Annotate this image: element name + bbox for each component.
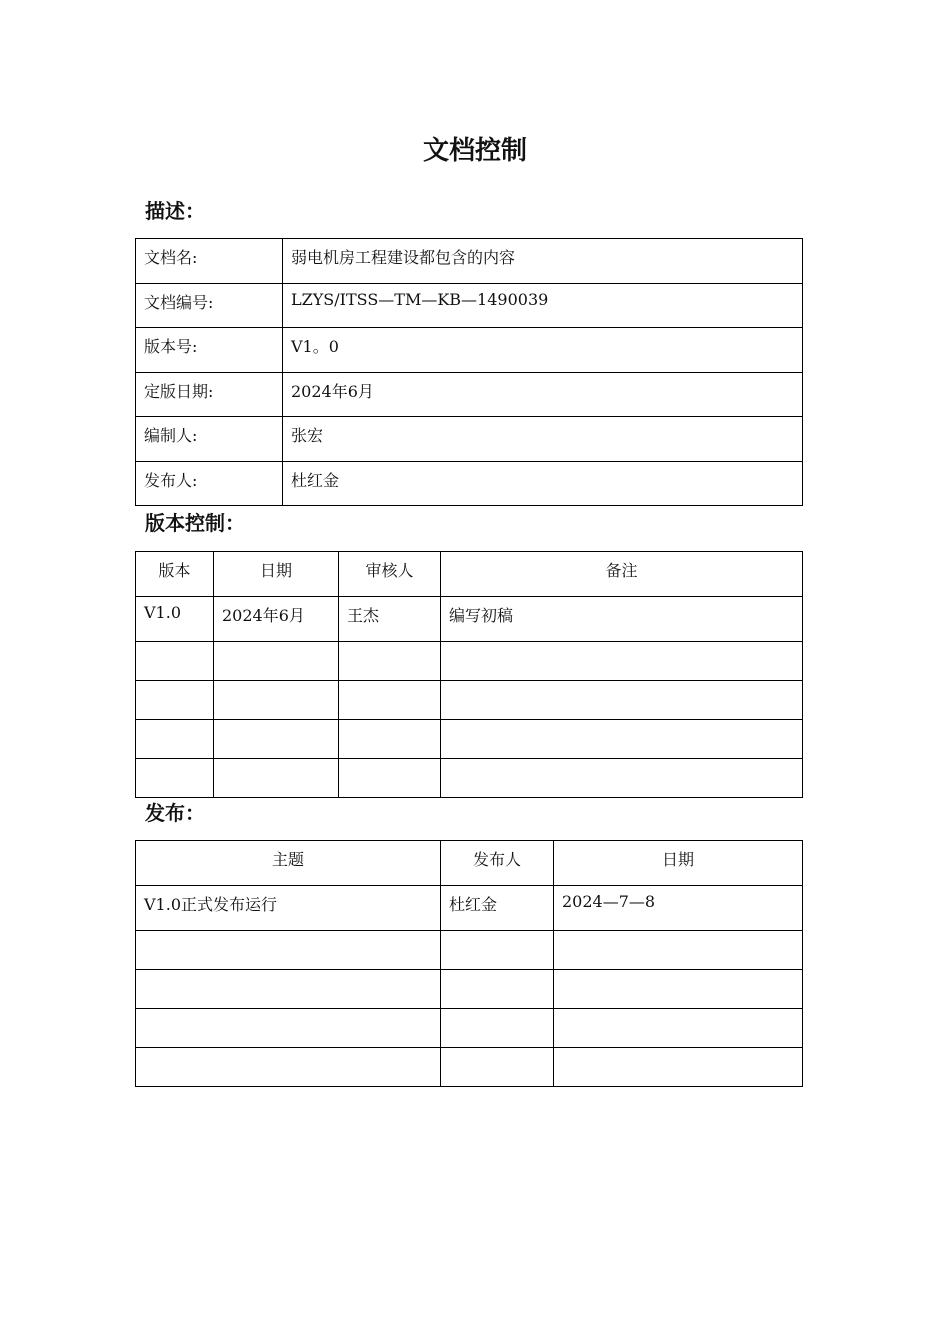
- table-cell: 编写初稿: [441, 597, 803, 642]
- document-title: 文档控制: [422, 136, 527, 166]
- table-cell: [136, 720, 214, 759]
- table-cell: [441, 931, 554, 970]
- table-row: [136, 720, 803, 759]
- table-row: [136, 597, 803, 642]
- table-row: [136, 372, 803, 417]
- field-label: 发布人:: [136, 461, 283, 506]
- column-header: 审核人: [339, 552, 441, 597]
- table-cell: [214, 720, 339, 759]
- table-row: [136, 283, 803, 328]
- table-cell: [214, 642, 339, 681]
- column-header: 备注: [441, 552, 803, 597]
- table-cell: [136, 681, 214, 720]
- table-cell: [339, 759, 441, 798]
- table-cell: [136, 1009, 441, 1048]
- release-heading: 发布：: [145, 801, 205, 825]
- field-label: 编制人:: [136, 417, 283, 462]
- column-header: 版本: [136, 552, 214, 597]
- description-heading: 描述：: [145, 199, 205, 223]
- table-row: [136, 681, 803, 720]
- table-cell: 王杰: [339, 597, 441, 642]
- field-value: 杜红金: [283, 461, 803, 506]
- table-cell: [214, 759, 339, 798]
- table-cell: 杜红金: [441, 886, 554, 931]
- field-label: 文档编号:: [136, 283, 283, 328]
- table-cell: [136, 931, 441, 970]
- column-header: 主题: [136, 841, 441, 886]
- table-cell: 2024年6月: [214, 597, 339, 642]
- table-cell: V1.0正式发布运行: [136, 886, 441, 931]
- field-label: 定版日期:: [136, 372, 283, 417]
- table-cell: [136, 970, 441, 1009]
- description-table: [135, 238, 803, 506]
- table-cell: V1.0: [136, 597, 214, 642]
- field-value: 张宏: [283, 417, 803, 462]
- table-row: [136, 886, 803, 931]
- table-cell: [554, 1048, 803, 1087]
- table-cell: [136, 642, 214, 681]
- table-cell: [136, 1048, 441, 1087]
- field-label: 文档名:: [136, 239, 283, 284]
- version-control-heading: 版本控制：: [145, 511, 245, 535]
- table-cell: [136, 759, 214, 798]
- table-row: [136, 642, 803, 681]
- table-row: [136, 759, 803, 798]
- table-cell: [441, 720, 803, 759]
- table-row: [136, 239, 803, 284]
- table-cell: [554, 931, 803, 970]
- column-header: 日期: [214, 552, 339, 597]
- table-cell: [339, 681, 441, 720]
- field-value: 2024年6月: [283, 372, 803, 417]
- table-row: [136, 970, 803, 1009]
- table-row: [136, 1048, 803, 1087]
- table-cell: [339, 642, 441, 681]
- field-value: LZYS/ITSS—TM—KB—1490039: [283, 283, 803, 328]
- column-header: 日期: [554, 841, 803, 886]
- table-cell: 2024—7—8: [554, 886, 803, 931]
- table-header-row: [136, 552, 803, 597]
- table-cell: [441, 1009, 554, 1048]
- table-cell: [214, 681, 339, 720]
- table-row: [136, 417, 803, 462]
- field-label: 版本号:: [136, 328, 283, 373]
- table-cell: [441, 1048, 554, 1087]
- table-row: [136, 461, 803, 506]
- table-row: [136, 931, 803, 970]
- column-header: 发布人: [441, 841, 554, 886]
- table-cell: [441, 759, 803, 798]
- field-value: V1。0: [283, 328, 803, 373]
- table-header-row: [136, 841, 803, 886]
- table-cell: [441, 970, 554, 1009]
- field-value: 弱电机房工程建设都包含的内容: [283, 239, 803, 284]
- version-control-table: [135, 551, 803, 798]
- table-row: [136, 1009, 803, 1048]
- table-cell: [339, 720, 441, 759]
- table-cell: [441, 681, 803, 720]
- table-cell: [554, 970, 803, 1009]
- table-cell: [554, 1009, 803, 1048]
- release-table: [135, 840, 803, 1087]
- table-cell: [441, 642, 803, 681]
- table-row: [136, 328, 803, 373]
